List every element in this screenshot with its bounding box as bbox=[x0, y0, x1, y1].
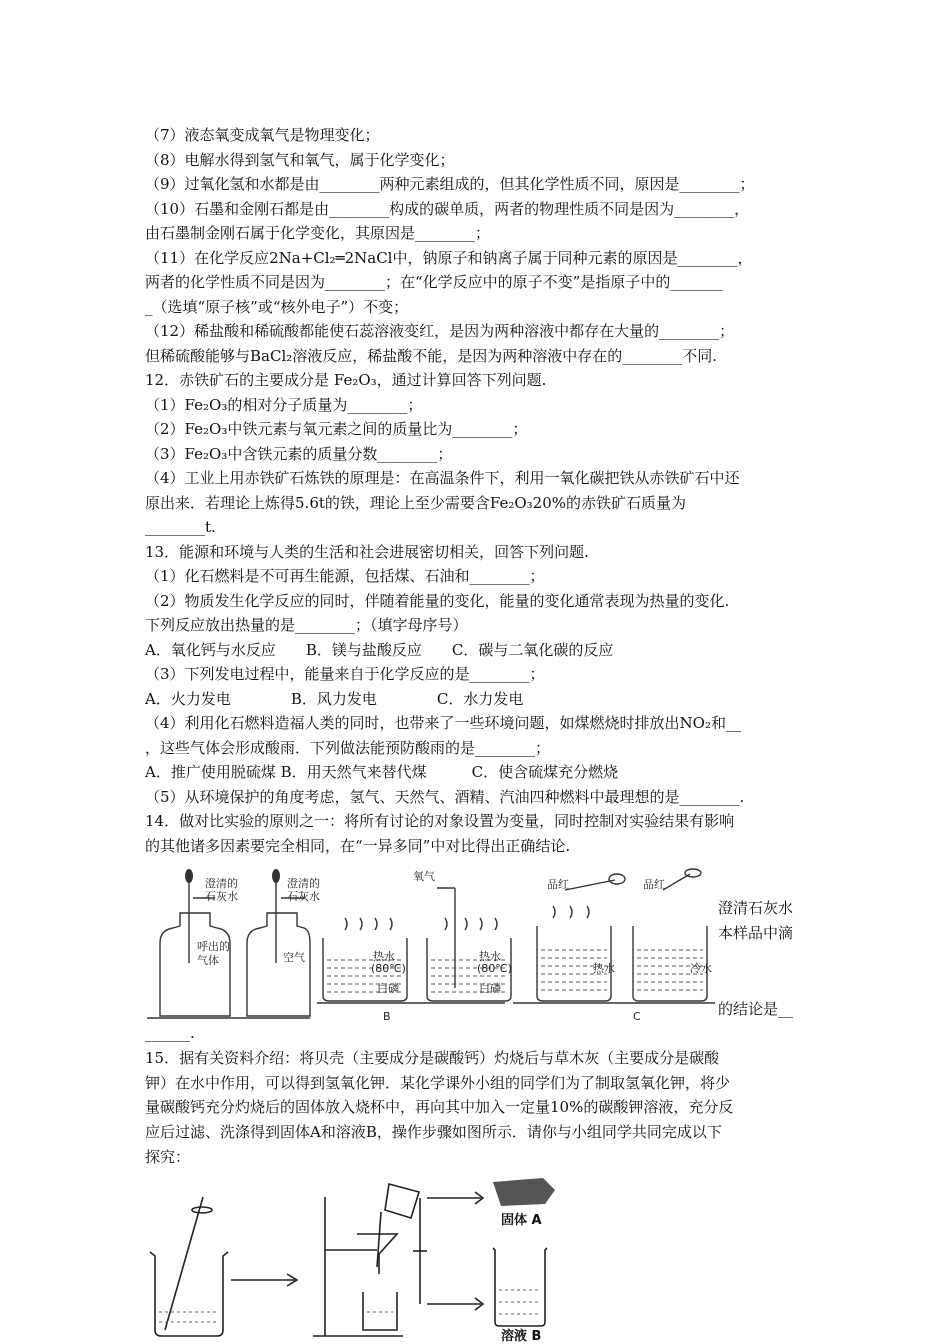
label-exhaled-b: 气体 bbox=[197, 954, 219, 967]
text-line: A．火力发电 B．风力发电 C．水力发电 bbox=[145, 689, 524, 708]
text-line: （4）工业上用赤铁矿石炼铁的原理是：在高温条件下，利用一氧化碳把铁从赤铁矿石中还 bbox=[145, 469, 740, 487]
text-line: （9）过氧化氢和水都是由________两种元素组成的，但其化学性质不同，原因是________； bbox=[145, 175, 755, 193]
text-line: 但稀硫酸能够与BaCl₂溶液反应，稀盐酸不能，是因为两种溶液中存在的________不同. bbox=[145, 346, 718, 365]
label-hotwater-1b: (80℃) bbox=[371, 962, 406, 975]
text-line: 由石墨制金刚石属于化学变化，其原因是________； bbox=[145, 224, 491, 242]
text-line: （3）下列发电过程中，能量来自于化学反应的是________； bbox=[145, 665, 545, 683]
label-exhaled-a: 呼出的 bbox=[197, 940, 230, 953]
label-limewater-1a: 澄清的 bbox=[205, 877, 238, 890]
text-line: 原出来．若理论上炼得5.6t的铁，理论上至少需要含Fe₂O₃20%的赤铁矿石质量为 bbox=[145, 493, 687, 512]
text-line: （1）Fe₂O₃的相对分子质量为________； bbox=[145, 395, 423, 414]
label-setup-b: B bbox=[383, 1010, 391, 1023]
text-line: （5）从环境保护的角度考虑，氢气、天然气、酒精、汽油四种燃料中最理想的是________. bbox=[145, 787, 745, 806]
label-coldwater: 冷水 bbox=[690, 962, 712, 975]
text-line: ________t. bbox=[145, 518, 216, 536]
label-solution-b: 溶液 B bbox=[501, 1329, 542, 1342]
label-limewater-2a: 澄清的 bbox=[287, 877, 320, 890]
text-line: （10）石墨和金刚石都是由________构成的碳单质，两者的物理性质不同是因为________， bbox=[145, 199, 750, 218]
label-oxygen: 氧气 bbox=[413, 870, 435, 883]
text-line: （11）在化学反应2Na+Cl₂═2NaCl中，钠原子和钠离子属于同种元素的原因是________， bbox=[145, 248, 753, 267]
text-line: _（选填“原子核”或“核外电子”）不变； bbox=[145, 297, 409, 316]
text-line: （1）化石燃料是不可再生能源，包括煤、石油和________； bbox=[145, 567, 545, 585]
label-hotwater-2b: (80℃) bbox=[477, 962, 512, 975]
text-line: 12．赤铁矿石的主要成分是 Fe₂O₃，通过计算回答下列问题. bbox=[145, 371, 547, 389]
label-limewater-2b: 石灰水 bbox=[287, 890, 320, 903]
side-text-2: 本样品中滴 bbox=[718, 924, 794, 942]
experiment-figure-14 bbox=[145, 868, 715, 1026]
label-pinhong-1: 品红 bbox=[547, 878, 569, 891]
label-whitep-1: 白磷 bbox=[377, 982, 399, 995]
text-line: 的其他诸多因素要完全相同，在“一异多同”中对比得出正确结论. bbox=[145, 836, 571, 855]
text-line: （3）Fe₂O₃中含铁元素的质量分数________； bbox=[145, 444, 453, 463]
text-line: （4）利用化石燃料造福人类的同时，也带来了一些环境问题，如煤燃烧时排放出NO₂和__ bbox=[145, 714, 741, 732]
label-air: 空气 bbox=[283, 951, 305, 964]
text-line: （2）Fe₂O₃中铁元素与氧元素之间的质量比为________； bbox=[145, 420, 528, 438]
label-hotwater-3: 热水 bbox=[593, 962, 615, 975]
label-hotwater-1a: 热水 bbox=[373, 950, 395, 963]
text-line: （12）稀盐酸和稀硫酸都能使石蕊溶液变红，是因为两种溶液中都存在大量的________； bbox=[145, 322, 735, 340]
text-line: 两者的化学性质不同是因为________；在“化学反应中的原子不变”是指原子中的_______ bbox=[145, 273, 723, 291]
label-solid-a: 固体 A bbox=[501, 1213, 542, 1228]
label-setup-c: C bbox=[633, 1010, 641, 1023]
text-line: 应后过滤、洗涤得到固体A和溶液B，操作步骤如图所示．请你与小组同学共同完成以下 bbox=[145, 1123, 722, 1142]
text-line: ，这些气体会形成酸雨．下列做法能预防酸雨的是________； bbox=[145, 738, 551, 757]
text-line: A．氧化钙与水反应 B．镁与盐酸反应 C．碳与二氧化碳的反应 bbox=[145, 640, 614, 659]
label-limewater-1b: 石灰水 bbox=[205, 890, 238, 903]
side-text-3: 的结论是__ bbox=[718, 1000, 794, 1018]
text-line: ______. bbox=[145, 1024, 195, 1042]
label-whitep-2: 白磷 bbox=[479, 982, 501, 995]
label-hotwater-2a: 热水 bbox=[479, 950, 501, 963]
label-pinhong-2: 品红 bbox=[643, 878, 665, 891]
text-line: （2）物质发生化学反应的同时，伴随着能量的变化，能量的变化通常表现为热量的变化. bbox=[145, 591, 730, 610]
text-line: 13．能源和环境与人类的生活和社会进展密切相关，回答下列问题. bbox=[145, 542, 589, 561]
text-line: （8）电解水得到氢气和氧气，属于化学变化； bbox=[145, 150, 455, 169]
experiment-figure-15 bbox=[145, 1172, 575, 1342]
text-line: 钾）在水中作用，可以得到氢氧化钾．某化学课外小组的同学们为了制取氢氧化钾，将少 bbox=[145, 1073, 731, 1092]
text-line: 探究： bbox=[145, 1148, 191, 1166]
text-line: 14．做对比实验的原则之一：将所有讨论的对象设置为变量，同时控制对实验结果有影响 bbox=[145, 812, 735, 830]
text-line: 下列反应放出热量的是________；（填字母序号） bbox=[145, 616, 468, 634]
text-line: （7）液态氧变成氧气是物理变化； bbox=[145, 126, 380, 144]
text-line: A．推广使用脱硫煤 B．用天然气来替代煤 C．使含硫煤充分燃烧 bbox=[145, 763, 619, 781]
text-line: 量碳酸钙充分灼烧后的固体放入烧杯中，再向其中加入一定量10%的碳酸钾溶液，充分反 bbox=[145, 1098, 734, 1117]
text-line: 15．据有关资料介绍：将贝壳（主要成分是碳酸钙）灼烧后与草木灰（主要成分是碳酸 bbox=[145, 1048, 720, 1067]
side-text-1: 澄清石灰水 bbox=[718, 899, 794, 917]
